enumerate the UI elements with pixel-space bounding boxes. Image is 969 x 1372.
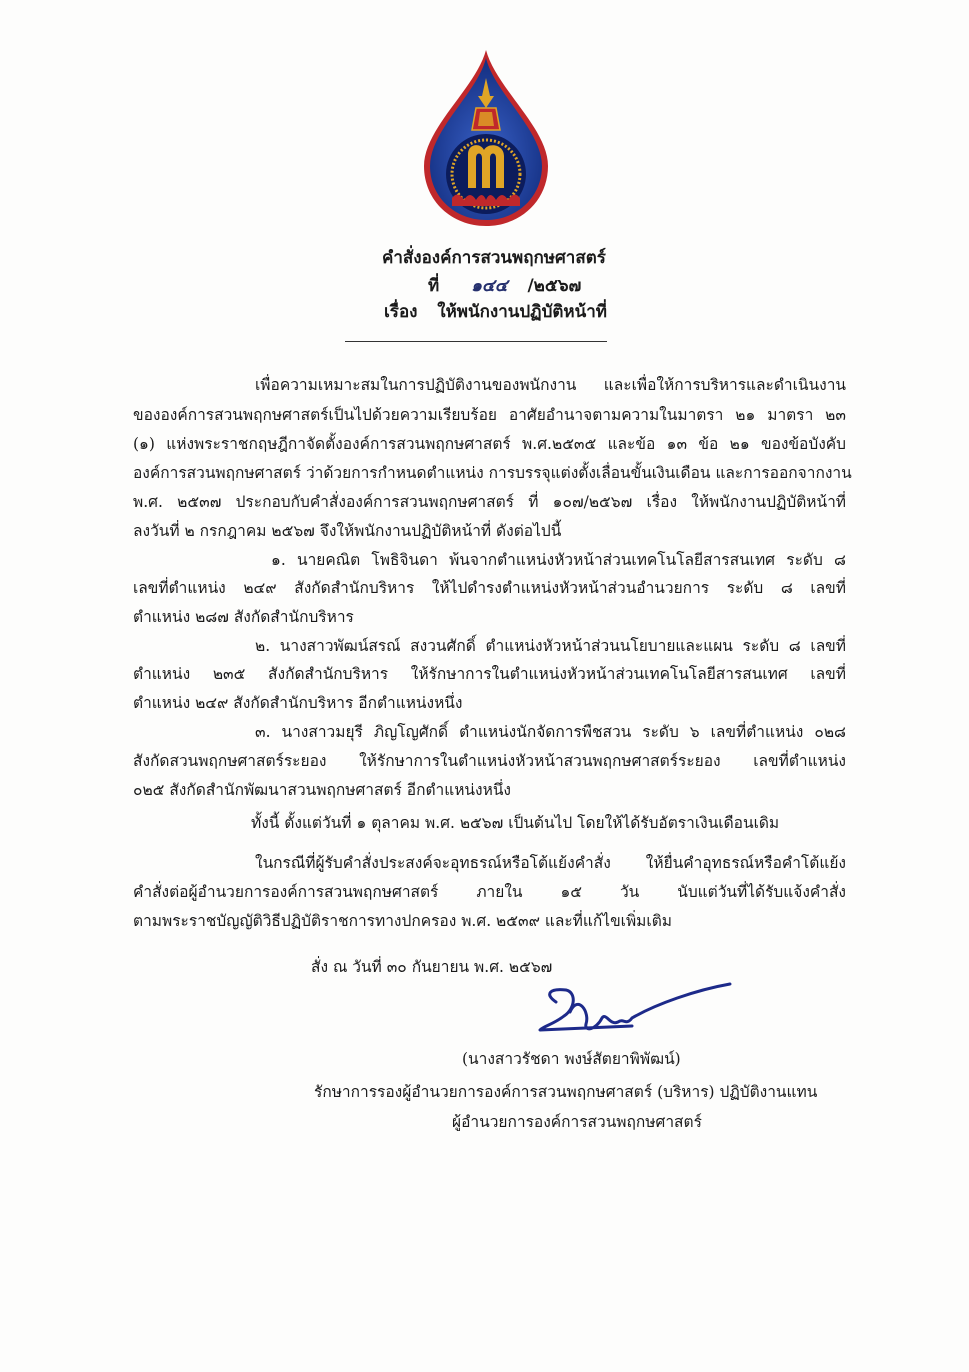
body-line: ๑. นายคณิต โพธิจินดา พ้นจากตำแหน่งหัวหน้าส่วนเทคโนโลยีสารสนเทศ ระดับ ๘ xyxy=(271,551,846,569)
order-number-prefix: ที่ xyxy=(428,276,440,296)
body-line: พ.ศ. ๒๕๓๗ ประกอบกับคำสั่งองค์การสวนพฤกษศาสตร์ ที่ ๑๐๗/๒๕๖๗ เรื่อง ให้พนักงานปฏิบัติหน้าที่ xyxy=(133,493,846,511)
order-title: คำสั่งองค์การสวนพฤกษศาสตร์ xyxy=(382,248,606,268)
header-divider xyxy=(345,341,607,342)
body-line: คำสั่งต่อผู้อำนวยการองค์การสวนพฤกษศาสตร์ ภายใน ๑๕ วัน นับแต่วันที่ได้รับแจ้งคำสั่ง xyxy=(133,883,846,901)
order-number-line xyxy=(428,272,581,299)
body-line: ขององค์การสวนพฤกษศาสตร์เป็นไปด้วยความเรียบร้อย อาศัยอำนาจตามความในมาตรา ๒๑ มาตรา ๒๓ xyxy=(133,406,846,424)
order-date: สั่ง ณ วันที่ ๓๐ กันยายน พ.ศ. ๒๕๖๗ xyxy=(311,958,553,976)
body-line: (๑) แห่งพระราชกฤษฎีกาจัดตั้งองค์การสวนพฤกษศาสตร์ พ.ศ.๒๕๓๕ และข้อ ๑๓ ข้อ ๒๑ ของข้อบังคับ xyxy=(133,435,846,453)
signatory-position-line1: รักษาการรองผู้อำนวยการองค์การสวนพฤกษศาสตร์ (บริหาร) ปฏิบัติงานแทน xyxy=(314,1083,818,1101)
body-line: ในกรณีที่ผู้รับคำสั่งประสงค์จะอุทธรณ์หรือโต้แย้งคำสั่ง ให้ยื่นคำอุทธรณ์หรือคำโต้แย้ง xyxy=(255,854,846,872)
order-year: /๒๕๖๗ xyxy=(527,276,582,296)
signatory-name: (นางสาวรัชดา พงษ์สัตยาพิพัฒน์) xyxy=(462,1050,681,1068)
order-subject-line xyxy=(384,298,607,325)
body-line: เลขที่ตำแหน่ง ๒๔๙ สังกัดสำนักบริหาร ให้ไปดำรงตำแหน่งหัวหน้าส่วนอำนวยการ ระดับ ๘ เลขที่ xyxy=(133,579,846,597)
body-line: ตามพระราชบัญญัติวิธีปฏิบัติราชการทางปกครอง พ.ศ. ๒๕๓๙ และที่แก้ไขเพิ่มเติม xyxy=(133,912,672,930)
body-line: เพื่อความเหมาะสมในการปฏิบัติงานของพนักงาน และเพื่อให้การบริหารและดำเนินงาน xyxy=(255,376,846,394)
signature-image xyxy=(536,982,736,1042)
organization-logo xyxy=(418,48,554,228)
signatory-position-line2: ผู้อำนวยการองค์การสวนพฤกษศาสตร์ xyxy=(452,1113,702,1131)
body-line: สังกัดสวนพฤกษศาสตร์ระยอง ให้รักษาการในตำแหน่งหัวหน้าสวนพฤกษศาสตร์ระยอง เลขที่ตำแหน่ง xyxy=(133,752,846,770)
body-line: ทั้งนี้ ตั้งแต่วันที่ ๑ ตุลาคม พ.ศ. ๒๕๖๗ เป็นต้นไป โดยให้ได้รับอัตราเงินเดือนเดิม xyxy=(251,814,780,832)
body-line: ลงวันที่ ๒ กรกฎาคม ๒๕๖๗ จึงให้พนักงานปฏิบัติหน้าที่ ดังต่อไปนี้ xyxy=(133,522,562,540)
order-subject: ให้พนักงานปฏิบัติหน้าที่ xyxy=(437,302,608,322)
body-line: ตำแหน่ง ๒๔๙ สังกัดสำนักบริหาร อีกตำแหน่งหนึ่ง xyxy=(133,694,463,712)
body-line: ตำแหน่ง ๒๓๕ สังกัดสำนักบริหาร ให้รักษาการในตำแหน่งหัวหน้าส่วนเทคโนโลยีสารสนเทศ เลขที่ xyxy=(133,665,846,683)
body-line: องค์การสวนพฤกษศาสตร์ ว่าด้วยการกำหนดตำแหน่ง การบรรจุแต่งตั้งเลื่อนขั้นเงินเดือน และการออกจากงาน xyxy=(133,464,852,482)
body-line: ๓. นางสาวมยุรี ภิญโญศักดิ์ ตำแหน่งนักจัดการพืชสวน ระดับ ๖ เลขที่ตำแหน่ง ๐๒๘ xyxy=(255,723,846,741)
body-line: ๒. นางสาวพัฒน์สรณ์ สงวนศักดิ์ ตำแหน่งหัวหน้าส่วนนโยบายและแผน ระดับ ๘ เลขที่ xyxy=(255,637,846,655)
body-line: ๐๒๕ สังกัดสำนักพัฒนาสวนพฤกษศาสตร์ อีกตำแหน่งหนึ่ง xyxy=(133,781,511,799)
order-number-handwritten: ๑๔๔ xyxy=(471,276,508,296)
body-line: ตำแหน่ง ๒๘๗ สังกัดสำนักบริหาร xyxy=(133,608,354,626)
order-subject-label: เรื่อง xyxy=(384,302,418,322)
